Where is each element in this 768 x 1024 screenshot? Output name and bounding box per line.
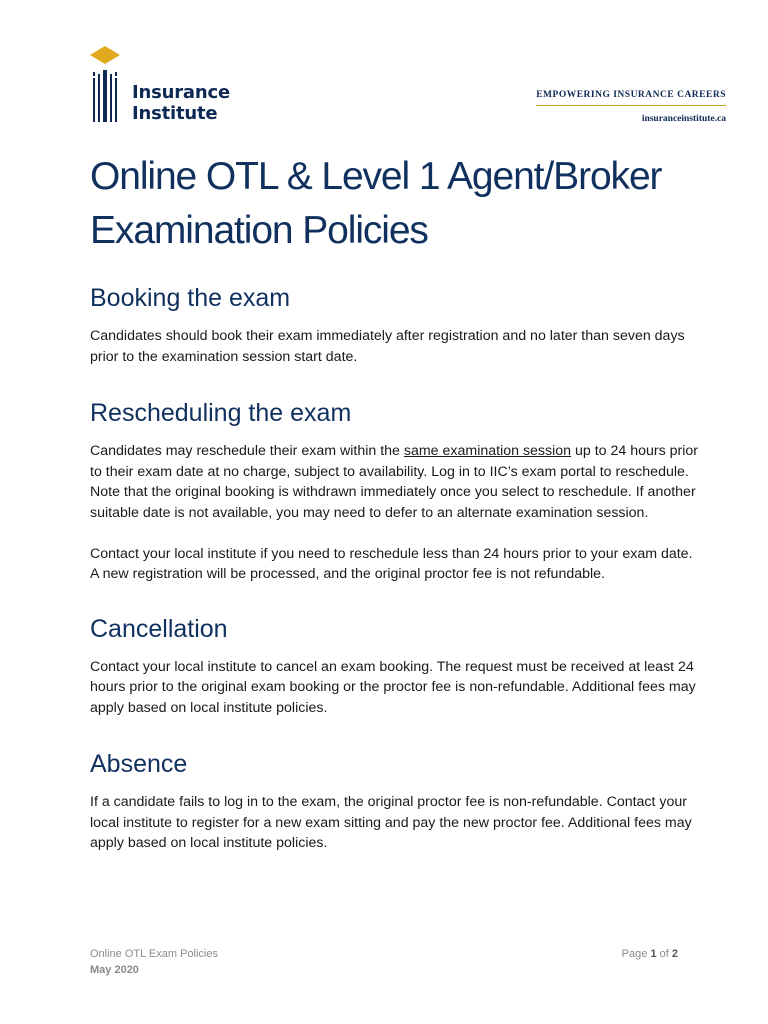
section-booking	[90, 278, 700, 367]
section-heading-absence: Absence	[90, 750, 188, 778]
page-label: Page	[621, 948, 648, 960]
section-cancellation	[90, 609, 700, 719]
page-current: 1	[650, 948, 657, 960]
paragraph-booking: Candidates should book their exam immediately after registration and no later than seven days prior to the examination session start date.	[90, 328, 685, 365]
section-heading-rescheduling: Rescheduling the exam	[90, 399, 352, 427]
policy-content	[90, 278, 700, 854]
rescheduling-text-end: up to 24 hours prior to their exam date at no charge, subject to availability. Log in to IIC’s exam portal to reschedule. Note that the original booking is withdrawn immediately once you select to reschedule. If another suitable date is not available, you may need to defer to an alternate examination session.	[90, 443, 699, 521]
section-rescheduling	[90, 393, 700, 585]
footer-document-name: Online OTL Exam Policies	[90, 948, 218, 960]
section-heading-cancellation: Cancellation	[90, 614, 228, 643]
tagline: EMPOWERING INSURANCE CAREERS	[536, 90, 726, 106]
title-line-1: Online OTL & Level 1 Agent/Broker	[90, 155, 662, 198]
logo-wordmark	[132, 82, 230, 124]
title-line-2: Examination Policies	[90, 209, 428, 252]
page-title	[90, 150, 730, 258]
page-number	[622, 946, 678, 962]
paragraph-rescheduling-2: Contact your local institute if you need to reschedule less than 24 hours prior to your exam date. A new registration will be processed, and the original proctor fee is not refundable.	[90, 545, 693, 582]
page-of: of	[659, 948, 669, 960]
page-total: 2	[671, 948, 678, 960]
columns-logo-icon	[90, 46, 126, 126]
paragraph-absence: If a candidate fails to log in to the exam, the original proctor fee is non-refundable. Contact your local institute to register for a new exam sitting and pay the new proctor fee. Additional fees may apply based on local institute policies.	[90, 794, 692, 851]
footer-date: May 2020	[90, 964, 139, 976]
logo-line-2: Institute	[132, 103, 218, 124]
paragraph-cancellation: Contact your local institute to cancel an exam booking. The request must be received at least 24 hours prior to the original exam booking or the proctor fee is non-refundable. Additional fees may apply based on local institute policies.	[90, 658, 696, 716]
same-examination-session-link[interactable]: same examination session	[403, 443, 572, 459]
section-heading-booking: Booking the exam	[90, 284, 291, 312]
insurance-institute-logo	[90, 46, 240, 126]
section-absence	[90, 744, 700, 854]
logo-line-1: Insurance	[132, 82, 230, 103]
rescheduling-text-start: Candidates may reschedule their exam within the	[90, 443, 404, 459]
footer-document-info	[90, 946, 218, 978]
website-link[interactable]: insuranceinstitute.ca	[641, 114, 726, 124]
header-tagline-block	[536, 90, 726, 124]
paragraph-rescheduling-1	[90, 441, 700, 523]
